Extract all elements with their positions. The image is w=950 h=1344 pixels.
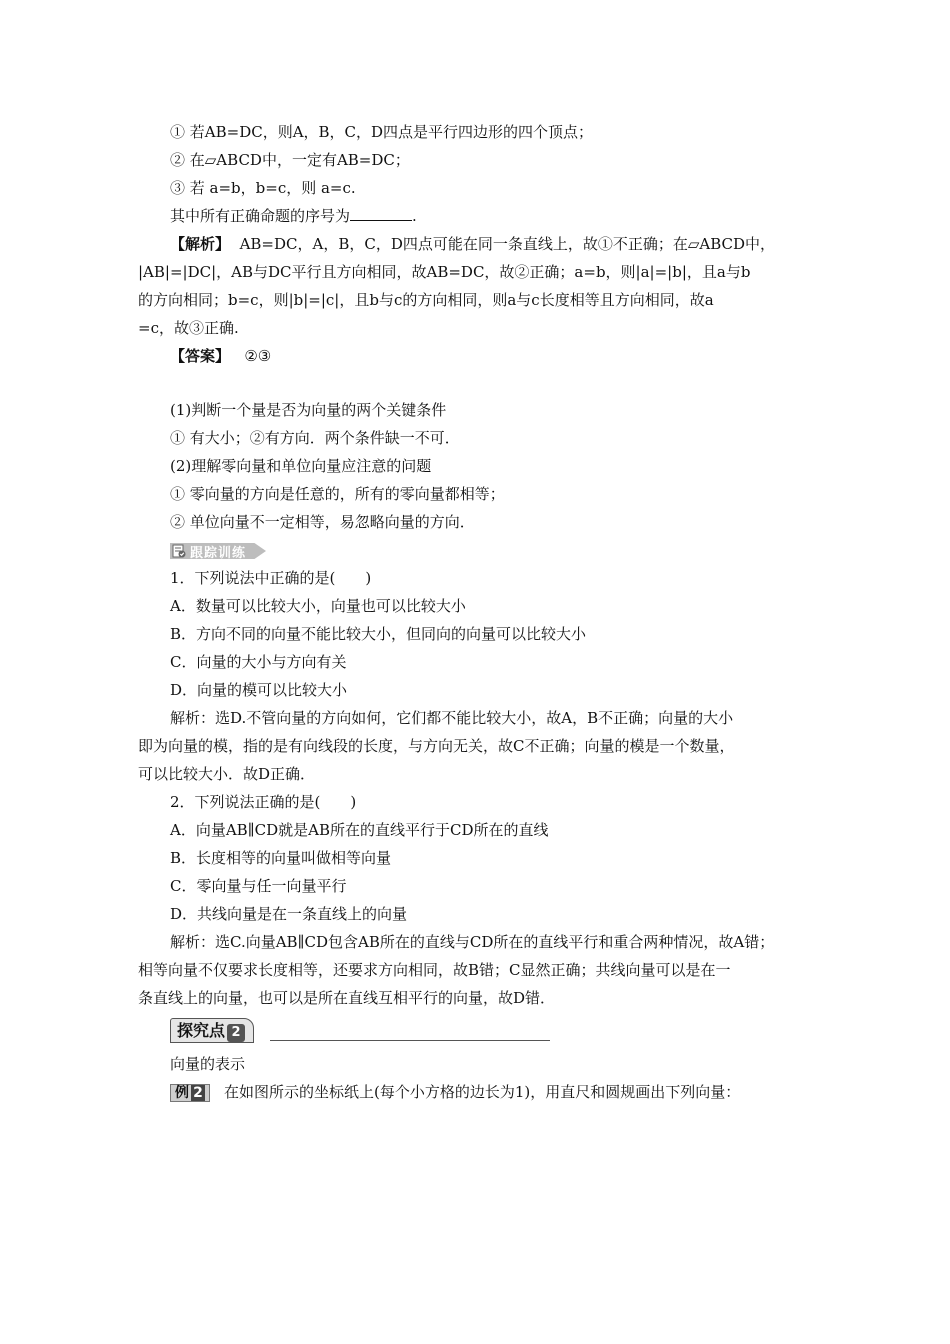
q1-option-a: A．数量可以比较大小，向量也可以比较大小 [170, 597, 466, 615]
checklist-icon [172, 544, 186, 558]
tip-2: ① 有大小；②有方向．两个条件缺一不可． [170, 429, 460, 447]
q2-stem: 2．下列说法正确的是( ) [170, 793, 357, 811]
example-tag [170, 1084, 210, 1102]
statement-2: ② 在▱ABCD中，一定有AB=DC； [170, 151, 410, 169]
q1-option-d: D．向量的模可以比较大小 [170, 681, 348, 699]
section-title: 向量的表示 [170, 1055, 246, 1073]
follow-training-label: 跟踪训练 [190, 546, 247, 561]
q1-solution-2: 即为向量的模，指的是有向线段的长度，与方向无关，故C不正确；向量的模是一个数量， [138, 737, 735, 755]
q1-option-b: B．方向不同的向量不能比较大小，但同向的向量可以比较大小 [170, 625, 587, 643]
q1-solution-1: 解析：选D.不管向量的方向如何，它们都不能比较大小，故A，B不正确；向量的大小 [170, 709, 734, 727]
q2-solution-2: 相等向量不仅要求长度相等，还要求方向相同，故B错；C显然正确；共线向量可以是在一 [138, 961, 731, 979]
q2-solution-1: 解析：选C.向量AB∥CD包含AB所在的直线与CD所在的直线平行和重合两种情况，故A错； [170, 933, 775, 951]
q2-option-c: C．零向量与任一向量平行 [170, 877, 347, 895]
analysis-label: 【解析】 [170, 235, 231, 253]
q2-option-a: A．向量AB∥CD就是AB所在的直线平行于CD所在的直线 [170, 821, 549, 839]
q2-option-b: B．长度相等的向量叫做相等向量 [170, 849, 392, 867]
example-line [170, 1082, 820, 1102]
answer-label: 【答案】 [170, 347, 231, 365]
section-tag [170, 1018, 254, 1043]
q2-solution-3: 条直线上的向量，也可以是所在直线互相平行的向量，故D错． [138, 989, 556, 1007]
example-text: 在如图所示的坐标纸上(每个小方格的边长为1)，用直尺和圆规画出下列向量： [224, 1083, 741, 1101]
example-number: 2 [191, 1085, 205, 1101]
question-line [170, 206, 820, 226]
section-label: 探究点 [177, 1021, 226, 1040]
section-rule [270, 1040, 550, 1041]
follow-training-banner [170, 541, 280, 561]
answer-line [170, 346, 820, 366]
q2-option-d: D．共线向量是在一条直线上的向量 [170, 905, 408, 923]
tip-4: ① 零向量的方向是任意的，所有的零向量都相等； [170, 485, 505, 503]
analysis-line-2: |AB|=|DC|，AB与DC平行且方向相同，故AB=DC，故②正确；a=b，则|a|=|b|，且a与b [138, 263, 751, 281]
analysis-line-3: 的方向相同；b=c，则|b|=|c|，且b与c的方向相同，则a与c长度相等且方向相同，故a [138, 291, 714, 309]
question-prefix: 其中所有正确命题的序号为 [170, 207, 351, 225]
q1-solution-3: 可以比较大小．故D正确． [138, 765, 316, 783]
analysis-line-4: =c，故③正确. [138, 319, 239, 337]
analysis-text-1: AB=DC，A，B，C，D四点可能在同一条直线上，故①不正确；在▱ABCD中， [239, 235, 776, 253]
statement-1: ① 若AB=DC，则A，B，C，D四点是平行四边形的四个顶点； [170, 123, 594, 141]
statement-3: ③ 若 a=b，b=c，则 a=c. [170, 179, 356, 197]
q1-option-c: C．向量的大小与方向有关 [170, 653, 347, 671]
section-header [170, 1018, 550, 1044]
tip-5: ② 单位向量不一定相等，易忽略向量的方向． [170, 513, 475, 531]
q1-stem: 1．下列说法中正确的是( ) [170, 569, 372, 587]
analysis-line-1 [170, 234, 820, 254]
answer-blank [350, 206, 412, 221]
question-suffix: . [412, 207, 417, 225]
example-label: 例 [175, 1085, 189, 1101]
tip-1: (1)判断一个量是否为向量的两个关键条件 [170, 401, 447, 419]
tip-3: (2)理解零向量和单位向量应注意的问题 [170, 457, 432, 475]
answer-value: ②③ [244, 347, 272, 365]
section-number: 2 [227, 1024, 245, 1042]
